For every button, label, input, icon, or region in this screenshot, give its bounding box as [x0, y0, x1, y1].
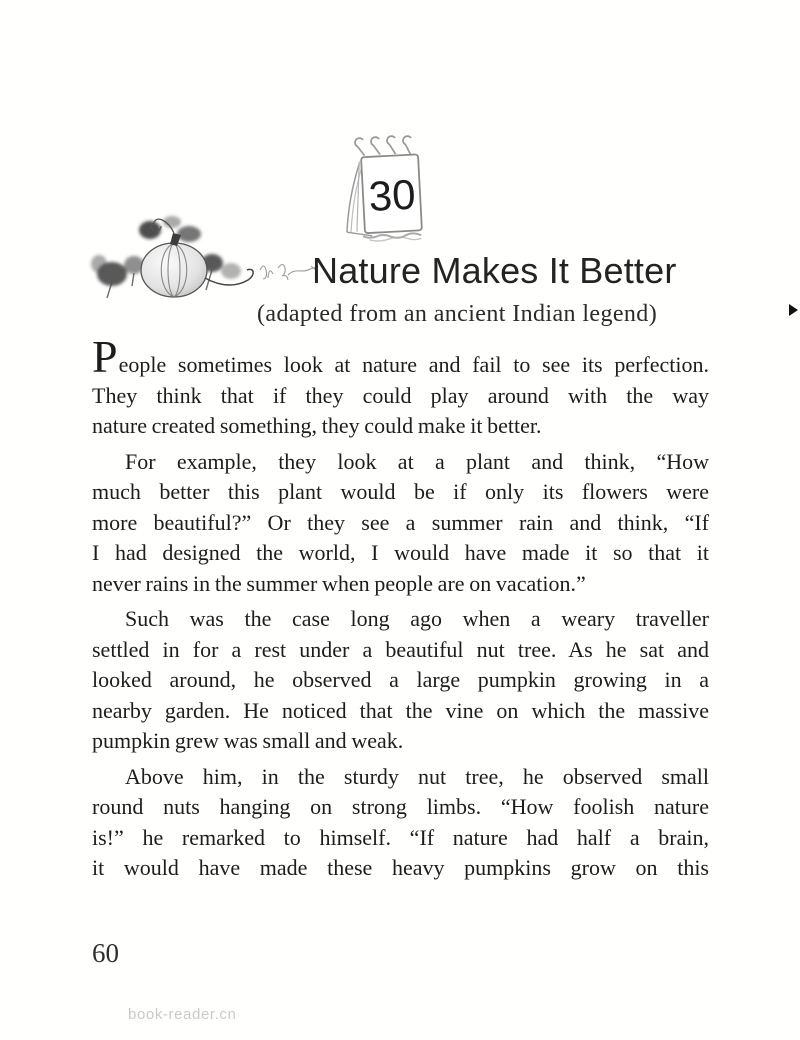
chapter-number: 30 [367, 170, 417, 220]
story-paragraph-3 [92, 604, 709, 757]
pumpkin-illustration [88, 208, 323, 303]
text-line: pumpkin grew was small and weak. [92, 728, 404, 753]
page-edge-marker-icon [789, 304, 798, 316]
story-paragraph-2 [92, 447, 709, 600]
page-number: 60 [92, 938, 119, 968]
text-line: round nuts hanging on strong limbs. “How foolish nature [92, 794, 709, 819]
story-text [92, 331, 709, 884]
story-paragraph-4 [92, 762, 709, 884]
text-line: Above him, in the sturdy nut tree, he observed small [125, 763, 709, 789]
text-line [92, 331, 709, 382]
raised-initial-cap: P [92, 331, 118, 382]
text-line: I had designed the world, I would have made it so that it [92, 540, 709, 565]
text-line: They think that if they could play around with the way [92, 382, 709, 408]
text-line: nature created something, they could make it better. [92, 413, 542, 438]
text-line: settled in for a rest under a beautiful nut tree. As he sat and [92, 636, 709, 662]
pumpkin-body [141, 243, 207, 297]
calendar-icon [337, 130, 437, 244]
text-line-rest: eople sometimes look at nature and fail to see its perfection. [118, 352, 709, 377]
text-line: it would have made these heavy pumpkins grow on this [92, 855, 709, 880]
vine-scribbles [260, 265, 317, 281]
text-line: more beautiful?” Or they see a summer rain and think, “If [92, 509, 709, 535]
chapter-subtitle: (adapted from an ancient Indian legend) [257, 301, 658, 327]
text-line: is!” he remarked to himself. “If nature had half a brain, [92, 824, 709, 850]
story-paragraph-1 [92, 331, 709, 442]
calendar-spiral-rings [355, 136, 411, 155]
text-line: For example, they look at a plant and think, “How [125, 448, 709, 474]
chapter-title: Nature Makes It Better [312, 250, 677, 291]
text-line: nearby garden. He noticed that the vine on which the massive [92, 697, 709, 723]
text-line: much better this plant would be if only its flowers were [92, 479, 709, 504]
text-line: never rains in the summer when people are on vacation.” [92, 570, 586, 596]
calendar-hatch-scribble [363, 233, 421, 242]
text-line: Such was the case long ago when a weary traveller [125, 606, 709, 631]
watermark: book-reader.cn [128, 1006, 237, 1023]
text-line: looked around, he observed a large pumpkin growing in a [92, 667, 709, 692]
